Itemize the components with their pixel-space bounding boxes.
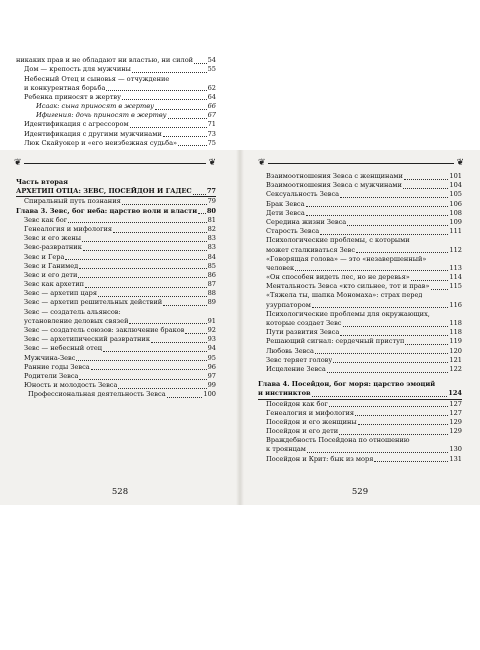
page-ref: 111 bbox=[449, 227, 462, 236]
leader-dots bbox=[339, 429, 448, 435]
toc-entry[interactable] bbox=[16, 65, 216, 74]
leader-dots bbox=[358, 419, 449, 425]
toc-entry[interactable] bbox=[258, 236, 462, 245]
toc-entry-title: Идентификация с агрессором bbox=[24, 120, 129, 129]
leader-dots bbox=[193, 189, 206, 195]
left-entries bbox=[16, 197, 216, 399]
toc-entry[interactable] bbox=[16, 216, 216, 225]
page-ref: 119 bbox=[449, 337, 462, 346]
toc-entry[interactable] bbox=[258, 310, 462, 319]
leader-dots bbox=[312, 391, 448, 397]
toc-entry[interactable] bbox=[258, 409, 462, 418]
toc-entry[interactable] bbox=[258, 365, 462, 374]
leader-dots bbox=[340, 192, 448, 198]
book-spread bbox=[0, 150, 480, 505]
toc-entry-title: Спиральный путь познания bbox=[24, 197, 121, 206]
page-ref: 64 bbox=[207, 92, 216, 101]
page-ref: 109 bbox=[449, 217, 462, 226]
toc-entry-title: Ребенка приносят в жертву bbox=[24, 92, 121, 101]
page-ref: 118 bbox=[449, 328, 462, 337]
toc-entry[interactable] bbox=[258, 227, 462, 236]
top-fragment-lines bbox=[16, 56, 216, 148]
top-fragment bbox=[16, 0, 216, 150]
page-ref: 97 bbox=[207, 371, 216, 380]
toc-entry-title: Исцеление Зевса bbox=[266, 364, 326, 373]
leader-dots bbox=[167, 392, 203, 398]
part-subtitle: АРХЕТИП ОТЦА: ЗЕВС, ПОСЕЙДОН И ГАДЕС bbox=[16, 187, 192, 196]
toc-entry-title: Любовь Зевса bbox=[266, 346, 314, 355]
toc-entry[interactable] bbox=[258, 418, 462, 427]
toc-entry[interactable] bbox=[258, 319, 462, 328]
toc-entry-title: Взаимоотношения Зевса с мужчинами bbox=[266, 181, 402, 190]
leader-dots bbox=[356, 247, 448, 253]
page-ref: 62 bbox=[207, 83, 216, 92]
toc-entry-title: Генеалогия и мифология bbox=[24, 224, 113, 233]
leader-dots bbox=[411, 275, 449, 281]
leader-dots bbox=[122, 94, 207, 100]
page-ref: 129 bbox=[449, 417, 462, 426]
leader-dots bbox=[79, 374, 206, 380]
leader-dots bbox=[307, 447, 448, 453]
ornament-rule bbox=[24, 163, 207, 164]
toc-entry-title: Посейдон и его женщины bbox=[266, 417, 357, 426]
part-title: Часть вторая bbox=[16, 178, 68, 186]
toc-entry-title: Зевс и Гера bbox=[24, 252, 65, 261]
page-ref: 115 bbox=[449, 282, 462, 291]
toc-entry[interactable] bbox=[258, 445, 462, 454]
toc-entry[interactable] bbox=[258, 400, 462, 409]
toc-entry-title: Генеалогия и мифология bbox=[266, 408, 355, 417]
page-ref: 120 bbox=[449, 346, 462, 355]
right-ornament bbox=[258, 158, 464, 168]
toc-entry[interactable] bbox=[258, 291, 462, 300]
toc-entry-title: Ментальность Зевса «кто сильнее, тот и прав» bbox=[266, 282, 430, 291]
page-number: 529 bbox=[351, 487, 369, 497]
toc-entry-title: Посейдон как бог bbox=[266, 399, 328, 408]
page-ref: 80 bbox=[206, 206, 216, 215]
page-ref: 131 bbox=[449, 454, 462, 463]
page-ref: 95 bbox=[207, 353, 216, 362]
toc-entry-title: Люк Скайуокер и «его неизбежная судьба» bbox=[24, 138, 178, 147]
leader-dots bbox=[405, 339, 448, 345]
leader-dots bbox=[163, 300, 206, 306]
leader-dots bbox=[98, 291, 207, 297]
page-ref: 100 bbox=[203, 390, 216, 399]
ornament-curl-icon: ❦ bbox=[14, 157, 22, 168]
chapter4-entry[interactable] bbox=[258, 389, 462, 399]
leader-dots bbox=[312, 302, 449, 308]
toc-entry-title: Зевс — создатель союзов: заключение браков bbox=[24, 326, 185, 334]
leader-dots bbox=[306, 210, 449, 216]
toc-entry[interactable] bbox=[16, 75, 216, 84]
page-ref: 118 bbox=[449, 319, 462, 327]
toc-entry-title: Брак Зевса bbox=[266, 199, 305, 208]
toc-entry-title: может сталкиваться Зевс bbox=[266, 245, 356, 254]
toc-entry-title: Зевс и его дети bbox=[24, 270, 78, 279]
page-ref: 127 bbox=[449, 399, 462, 408]
leader-dots bbox=[327, 367, 449, 373]
leader-dots bbox=[185, 328, 206, 334]
toc-entry[interactable] bbox=[16, 262, 216, 271]
page-ref: 122 bbox=[449, 364, 462, 373]
page-ref: 114 bbox=[449, 273, 462, 282]
toc-entry[interactable] bbox=[16, 344, 216, 353]
toc-entry-title: Профессиональная деятельность Зевса bbox=[28, 390, 166, 399]
toc-entry[interactable] bbox=[16, 363, 216, 372]
toc-entry[interactable] bbox=[258, 172, 462, 181]
toc-entry[interactable] bbox=[16, 317, 216, 326]
toc-entry[interactable] bbox=[16, 354, 216, 363]
page-ref: 75 bbox=[207, 138, 216, 147]
leader-dots bbox=[132, 67, 207, 73]
toc-entry-title: Зевс — архетип решительных действий bbox=[24, 298, 163, 307]
page-ref: 77 bbox=[206, 187, 216, 196]
toc-entry-title: узурпатором bbox=[266, 300, 311, 309]
toc-entry[interactable] bbox=[16, 56, 216, 65]
toc-entry-title: Исаак: сына приносят в жертву bbox=[36, 102, 154, 111]
page-ref: 108 bbox=[449, 208, 462, 217]
toc-entry[interactable] bbox=[258, 301, 462, 310]
page-number: 528 bbox=[111, 487, 129, 497]
part-subtitle-entry[interactable] bbox=[16, 187, 216, 197]
page-ref: 55 bbox=[207, 65, 216, 74]
page-ref: 66 bbox=[207, 102, 216, 111]
toc-entry-title: которые создает Зевс bbox=[266, 319, 342, 327]
page-ref: 67 bbox=[207, 111, 216, 120]
page-ref: 93 bbox=[207, 335, 216, 344]
toc-entry-title: и конкурентная борьба bbox=[24, 83, 106, 92]
toc-entry-title: Зевс — архетипический развратник bbox=[24, 335, 150, 344]
toc-entry[interactable] bbox=[258, 356, 462, 365]
leader-dots bbox=[403, 183, 449, 189]
right-toc bbox=[258, 172, 462, 464]
toc-entry-title: «Тяжела ты, шапка Мономаха»: страх перед bbox=[266, 291, 423, 300]
page-ref: 86 bbox=[207, 270, 216, 279]
toc-entry[interactable] bbox=[258, 427, 462, 436]
leader-dots bbox=[306, 201, 449, 207]
toc-entry-title: Пути развития Зевса bbox=[266, 328, 340, 337]
leader-dots bbox=[122, 199, 207, 205]
toc-entry[interactable] bbox=[258, 328, 462, 337]
leader-dots bbox=[431, 284, 449, 290]
toc-entry-title: Ранние годы Зевса bbox=[24, 362, 90, 371]
toc-entry[interactable] bbox=[258, 273, 462, 282]
left-toc bbox=[16, 172, 216, 400]
leader-dots bbox=[65, 254, 206, 260]
toc-entry-title: Посейдон и Крит: бык из моря bbox=[266, 454, 374, 463]
page-ref: 127 bbox=[449, 408, 462, 417]
leader-dots bbox=[340, 330, 448, 336]
page-ref: 83 bbox=[207, 234, 216, 243]
leader-dots bbox=[347, 220, 448, 226]
leader-dots bbox=[374, 456, 448, 462]
leader-dots bbox=[106, 85, 206, 91]
page-ref: 96 bbox=[207, 362, 216, 371]
toc-entry[interactable] bbox=[16, 298, 216, 307]
leader-dots bbox=[320, 229, 448, 235]
toc-entry[interactable] bbox=[16, 93, 216, 102]
page-ref: 124 bbox=[448, 389, 462, 398]
page-ref: 105 bbox=[449, 190, 462, 199]
leader-dots bbox=[163, 131, 207, 137]
toc-entry[interactable] bbox=[16, 225, 216, 234]
toc-entry[interactable] bbox=[16, 280, 216, 289]
page-ref: 79 bbox=[207, 197, 216, 206]
leader-dots bbox=[91, 364, 207, 370]
page-ref: 129 bbox=[449, 427, 462, 436]
toc-entry-title: Зевс — архетип царя bbox=[24, 289, 98, 298]
toc-entry-title: Зевс как архетип bbox=[24, 280, 84, 289]
toc-entry[interactable] bbox=[16, 271, 216, 280]
right-entries-2 bbox=[258, 400, 462, 464]
toc-entry[interactable] bbox=[16, 120, 216, 129]
toc-entry-title: к троянцам bbox=[266, 445, 306, 454]
leader-dots bbox=[129, 318, 206, 324]
toc-entry-title: «Говорящая голова» — это «незавершенный» bbox=[266, 254, 427, 263]
toc-entry[interactable] bbox=[258, 209, 462, 218]
leader-dots bbox=[333, 357, 448, 363]
page-ref: 92 bbox=[207, 326, 216, 334]
toc-entry-title: Середина жизни Зевса bbox=[266, 217, 347, 226]
leader-dots bbox=[155, 104, 207, 110]
leader-dots bbox=[130, 122, 207, 128]
leader-dots bbox=[343, 321, 449, 327]
page-ref: 130 bbox=[449, 445, 462, 454]
page-ref: 101 bbox=[449, 172, 462, 180]
leader-dots bbox=[78, 272, 206, 278]
leader-dots bbox=[118, 383, 206, 389]
toc-entry-title: Юность и молодость Зевса bbox=[24, 381, 118, 390]
page-ref: 88 bbox=[207, 289, 216, 298]
page-ref: 99 bbox=[207, 381, 216, 390]
leader-dots bbox=[68, 217, 206, 223]
leader-dots bbox=[85, 282, 207, 288]
ornament-rule bbox=[268, 163, 455, 164]
page-ref: 121 bbox=[449, 355, 462, 364]
toc-entry-title: Небесный Отец и сыновья — отчуждение bbox=[24, 74, 170, 83]
leader-dots bbox=[194, 58, 207, 64]
leader-dots bbox=[355, 410, 448, 416]
toc-entry[interactable] bbox=[258, 218, 462, 227]
page-ref: 71 bbox=[207, 120, 216, 129]
toc-entry-title: Зевс и Ганимед bbox=[24, 261, 79, 270]
toc-entry-title: Зевс и его жены bbox=[24, 234, 82, 243]
toc-entry[interactable] bbox=[258, 255, 462, 264]
leader-dots bbox=[113, 227, 207, 233]
right-page bbox=[240, 150, 480, 505]
toc-entry[interactable] bbox=[16, 381, 216, 390]
leader-dots bbox=[79, 263, 206, 269]
toc-entry[interactable] bbox=[258, 181, 462, 190]
page-ref: 54 bbox=[207, 56, 216, 65]
ornament-curl-icon: ❦ bbox=[208, 157, 216, 168]
page-ref: 116 bbox=[449, 300, 462, 309]
toc-entry[interactable] bbox=[258, 282, 462, 291]
toc-entry-title: Посейдон и его дети bbox=[266, 427, 339, 436]
toc-entry-title: Дети Зевса bbox=[266, 208, 305, 217]
toc-entry[interactable] bbox=[16, 139, 216, 148]
leader-dots bbox=[83, 245, 207, 251]
toc-entry-title: Старость Зевса bbox=[266, 227, 320, 236]
page-ref: 84 bbox=[207, 252, 216, 261]
right-entries bbox=[258, 172, 462, 374]
toc-entry[interactable] bbox=[258, 347, 462, 356]
toc-entry-title: Психологические проблемы для окружающих, bbox=[266, 309, 430, 318]
page-ref: 112 bbox=[449, 245, 462, 254]
toc-entry-title: никаких прав и не обладают ни властью, ни силой bbox=[16, 56, 194, 65]
toc-entry[interactable] bbox=[16, 243, 216, 252]
toc-entry[interactable] bbox=[16, 84, 216, 93]
toc-entry[interactable] bbox=[258, 190, 462, 199]
leader-dots bbox=[151, 337, 207, 343]
leader-dots bbox=[404, 174, 449, 180]
leader-dots bbox=[178, 140, 207, 146]
toc-entry-title: установление деловых связей bbox=[24, 316, 129, 325]
toc-entry[interactable] bbox=[258, 246, 462, 255]
toc-entry[interactable] bbox=[258, 436, 462, 445]
ornament-curl-icon: ❦ bbox=[258, 157, 266, 168]
chapter4-title-line1: Глава 4. Посейдон, бог моря: царство эмоций bbox=[258, 380, 436, 389]
toc-entry-title: Глава 3. Зевс, бог неба: царство воли и власти bbox=[16, 206, 198, 215]
toc-entry-title: Зевс — небесный отец bbox=[24, 344, 102, 353]
toc-entry-title: Зевс теряет голову bbox=[266, 355, 333, 364]
left-ornament bbox=[14, 158, 216, 168]
ornament-curl-icon: ❦ bbox=[456, 157, 464, 168]
page-ref: 85 bbox=[207, 261, 216, 270]
leader-dots bbox=[329, 401, 449, 407]
toc-entry[interactable] bbox=[16, 234, 216, 243]
toc-entry-title: Мужчина-Зевс bbox=[24, 353, 76, 362]
toc-entry[interactable] bbox=[16, 289, 216, 298]
page-ref: 94 bbox=[207, 344, 216, 353]
leader-dots bbox=[82, 236, 207, 242]
leader-dots bbox=[103, 346, 207, 352]
leader-dots bbox=[168, 113, 207, 119]
toc-entry-title: «Он способен видеть лес, но не деревья» bbox=[266, 273, 410, 282]
toc-entry[interactable] bbox=[16, 207, 216, 216]
toc-entry[interactable] bbox=[258, 337, 462, 346]
leader-dots bbox=[315, 348, 448, 354]
toc-entry-title: Идентификация с другими мужчинами bbox=[24, 129, 162, 138]
toc-entry[interactable] bbox=[16, 335, 216, 344]
toc-entry[interactable] bbox=[258, 200, 462, 209]
leader-dots bbox=[76, 355, 206, 361]
page-ref: 82 bbox=[207, 224, 216, 233]
toc-entry-title: человек bbox=[266, 263, 295, 272]
toc-entry-title: Зевс — создатель альянсов: bbox=[24, 307, 121, 316]
toc-entry[interactable] bbox=[258, 264, 462, 273]
toc-entry-title: Ифигения: дочь приносят в жертву bbox=[36, 111, 167, 120]
toc-entry[interactable] bbox=[16, 111, 216, 120]
toc-entry-title: Взаимоотношения Зевса с женщинами bbox=[266, 172, 403, 180]
page-ref: 106 bbox=[449, 199, 462, 208]
page-ref: 87 bbox=[207, 280, 216, 289]
toc-entry-title: Психологические проблемы, с которыми bbox=[266, 236, 410, 245]
page-ref: 89 bbox=[207, 298, 216, 307]
leader-dots bbox=[198, 208, 206, 214]
toc-entry[interactable] bbox=[16, 130, 216, 139]
leader-dots bbox=[295, 265, 448, 271]
toc-entry[interactable] bbox=[16, 372, 216, 381]
page-ref: 104 bbox=[449, 181, 462, 190]
toc-entry[interactable] bbox=[16, 308, 216, 317]
page-ref: 81 bbox=[207, 215, 216, 224]
page-ref: 113 bbox=[449, 263, 462, 272]
left-page bbox=[0, 150, 240, 505]
page-ref: 91 bbox=[207, 316, 216, 325]
toc-entry-title: Сексуальность Зевса bbox=[266, 190, 340, 199]
toc-entry-title: Дом — крепость для мужчины bbox=[24, 65, 131, 74]
chapter4-title-line2: и инстинктов bbox=[258, 389, 311, 398]
toc-entry-title: Зевс как бог bbox=[24, 215, 68, 224]
toc-entry[interactable] bbox=[16, 197, 216, 206]
toc-entry[interactable] bbox=[16, 390, 216, 399]
page-ref: 83 bbox=[207, 243, 216, 252]
toc-entry-title: Решающий сигнал: сердечный приступ bbox=[266, 337, 405, 346]
toc-entry-title: Родители Зевса bbox=[24, 371, 79, 380]
page-ref: 73 bbox=[207, 129, 216, 138]
toc-entry[interactable] bbox=[16, 326, 216, 335]
toc-entry-title: Зевс-развратник bbox=[24, 243, 82, 252]
toc-entry-title: Враждебность Посейдона по отношению bbox=[266, 436, 410, 445]
toc-entry[interactable] bbox=[16, 253, 216, 262]
toc-entry[interactable] bbox=[258, 455, 462, 464]
toc-entry[interactable] bbox=[16, 102, 216, 111]
